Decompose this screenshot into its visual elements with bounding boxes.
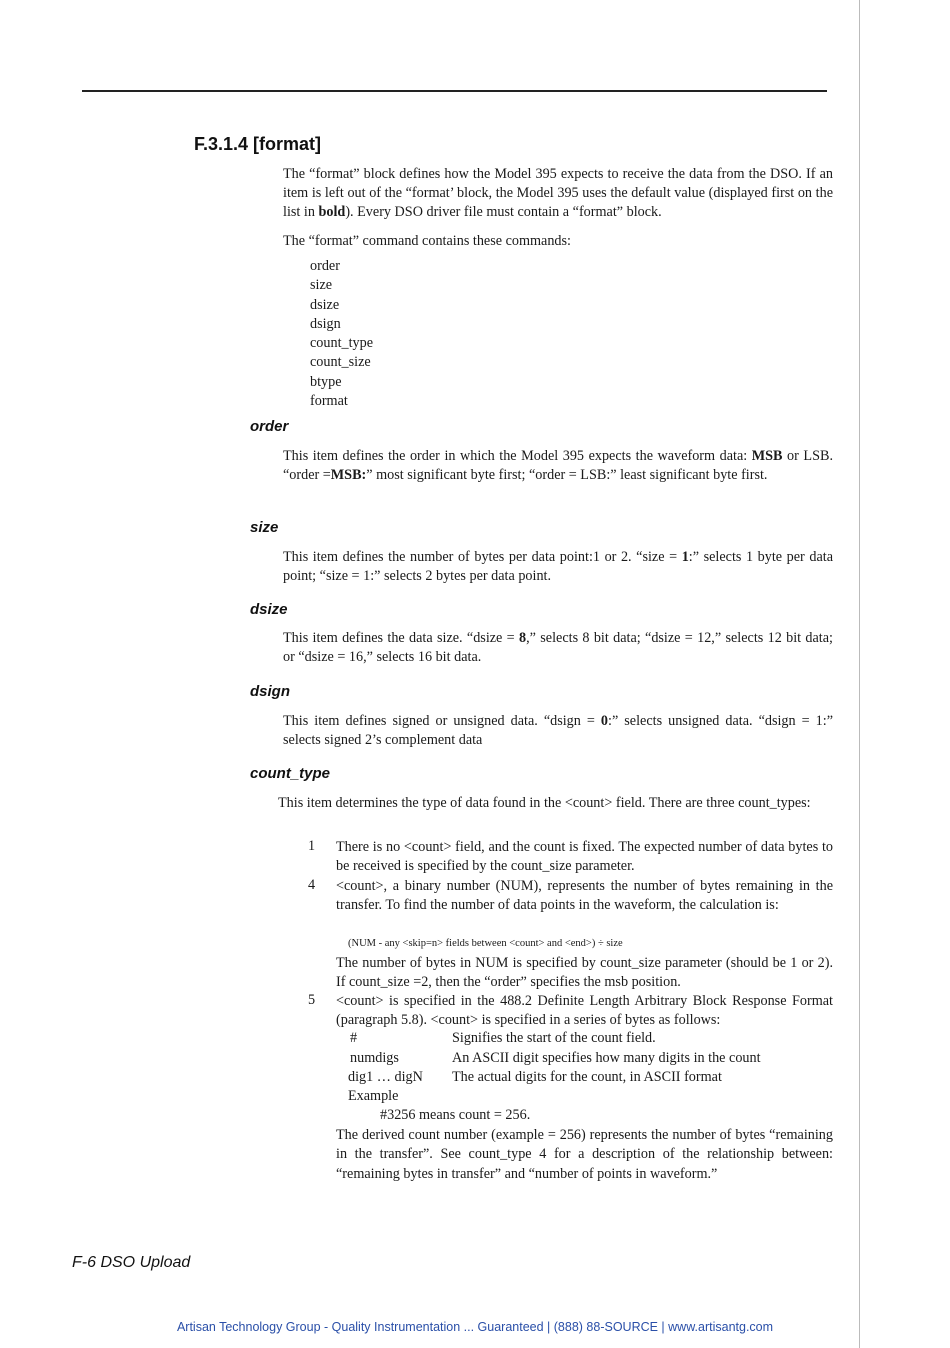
command-item: count_type (310, 335, 374, 352)
example-label: Example (348, 1088, 399, 1104)
dsign-paragraph (283, 712, 833, 750)
table-value: Signifies the start of the count field. (452, 1030, 656, 1046)
dsize-title: dsize (250, 601, 288, 618)
formula: (NUM - any <skip=n> fields between <count> and <end>) ÷ size (348, 938, 623, 949)
command-item: count_size (310, 354, 371, 371)
list-item: There is no <count> field, and the count is fixed. The expected number of data bytes to be received is specified by the count_size parameter. (336, 839, 833, 875)
command-item: dsize (310, 296, 340, 313)
size-paragraph (283, 548, 833, 586)
dsize-text: ,” selects 8 bit data; “dsize = 12,” selects 12 bit data; or “dsize = 16,” selects 16 bit data. (283, 630, 833, 666)
dsign-text: This item defines signed or unsigned data. “dsign = (283, 713, 601, 729)
order-title: order (250, 418, 289, 435)
dsize-paragraph (283, 629, 833, 667)
list-item: <count>, a binary number (NUM), represents the number of bytes remaining in the transfer. To find the number of data points in the waveform, the calculation is: (336, 878, 833, 914)
count-type-intro: This item determines the type of data found in the <count> field. There are three count_types: (278, 795, 811, 811)
list-number: 1 (308, 838, 316, 854)
list-number: 4 (308, 877, 316, 893)
order-paragraph (283, 447, 833, 485)
intro-paragraph (283, 165, 833, 223)
command-list (310, 257, 373, 411)
command-item: order (310, 258, 340, 274)
table-key: numdigs (350, 1050, 399, 1066)
dsign-text: :” selects unsigned data. “dsign = 1:” selects signed 2’s complement data (283, 713, 833, 749)
list-number: 5 (308, 992, 316, 1008)
intro-bold: bold (318, 204, 346, 221)
list-item-continuation: The number of bytes in NUM is specified by count_size parameter (should be 1 or 2). If count_size =2, then the “order” specifies the msb position. (336, 955, 833, 991)
order-text: This item defines the order in which the Model 395 expects the waveform data: (283, 448, 752, 464)
header-rule (82, 90, 827, 92)
order-text: or LSB. “order = (283, 448, 833, 484)
dsize-bold: 8 (519, 630, 527, 646)
command-item: size (310, 277, 333, 294)
page-footer-label: F-6 DSO Upload (72, 1254, 191, 1271)
table-key: dig1 … digN (348, 1069, 423, 1085)
example-value: #3256 means count = 256. (380, 1107, 531, 1123)
count-type-title: count_type (250, 765, 331, 782)
command-item: dsign (310, 315, 341, 332)
order-bold: MSB (751, 448, 783, 464)
order-bold: MSB: (330, 467, 367, 484)
dsize-text: This item defines the data size. “dsize = (283, 630, 520, 646)
order-text: ” most significant byte first; “order = LSB:” least significant byte first. (366, 467, 768, 484)
closing-paragraph: The derived count number (example = 256) represents the number of bytes “remaining in the transfer”. See count_type 4 for a description of the relationship between: “remaining bytes in transfer” and “number of points in waveform.” (336, 1127, 833, 1182)
dsign-bold: 0 (600, 713, 609, 729)
size-title: size (250, 519, 279, 536)
table-value: The actual digits for the count, in ASCII format (452, 1069, 722, 1085)
size-text: :” selects 1 byte per data point; “size = 1:” selects 2 bytes per data point. (283, 549, 833, 585)
size-text: This item defines the number of bytes per data point:1 or 2. “size = (283, 549, 682, 565)
intro-text: The “format” block defines how the Model 395 expects to receive the data from the DSO. If an item is left out of the “format’ block, the Model 395 uses the default value (displayed first on the list in (283, 166, 833, 221)
footer-banner: Artisan Technology Group - Quality Instrumentation ... Guaranteed | (888) 88-SOURCE | www.artisantg.com (176, 1320, 774, 1334)
command-item: btype (310, 373, 342, 390)
list-item: <count> is specified in the 488.2 Definite Length Arbitrary Block Response Format (paragraph 5.8). <count> is specified in a series of bytes as follows: (336, 993, 833, 1029)
intro-text-end: ). Every DSO driver file must contain a “format” block. (345, 204, 662, 221)
command-item: format (310, 393, 348, 410)
table-key: # (350, 1030, 358, 1046)
size-bold: 1 (681, 549, 689, 565)
commands-intro: The “format” command contains these commands: (283, 233, 571, 249)
table-value: An ASCII digit specifies how many digits in the count (452, 1050, 761, 1066)
dsign-title: dsign (250, 683, 290, 700)
section-heading: F.3.1.4 [format] (194, 134, 322, 154)
scan-edge-line (859, 0, 860, 1348)
